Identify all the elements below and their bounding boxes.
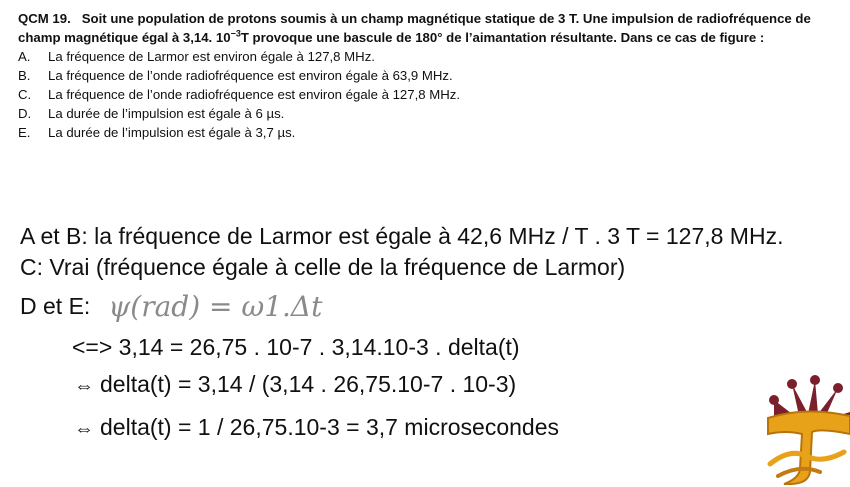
question-stem-part2: T provoque une bascule de 180° de l’aimantation résultante. Dans ce cas de figure : — [240, 30, 765, 45]
question-title: QCM 19. — [18, 11, 71, 26]
answer-line-c: C: Vrai (fréquence égale à celle de la fréquence de Larmor) — [20, 254, 626, 280]
answer-line-ab: A et B: la fréquence de Larmor est égale à 42,6 MHz / T . 3 T = 127,8 MHz. — [20, 223, 784, 249]
answer-step-3 — [20, 412, 830, 445]
option-a — [18, 47, 833, 66]
option-letter: B. — [18, 68, 31, 83]
question-block — [18, 9, 833, 142]
option-letter: E. — [18, 125, 31, 140]
option-e — [18, 123, 833, 142]
question-stem-part1: Soit une population de protons soumis à un champ magnétique statique de 3 T. Une impulsion de radiofréquence de champ magnétique égal à 3,14. 10 — [18, 11, 811, 45]
option-c — [18, 85, 833, 104]
option-text: La fréquence de l’onde radiofréquence est environ égale à 63,9 MHz. — [48, 68, 453, 83]
option-b — [18, 66, 833, 85]
question-stem-exponent: −3 — [230, 28, 241, 39]
option-text: La durée de l’impulsion est égale à 6 µs. — [48, 106, 285, 121]
formula: ψ(rad) = ω1.Δt — [108, 289, 323, 323]
tutorat-logo-icon — [760, 372, 850, 487]
option-letter: D. — [18, 106, 32, 121]
answer-step-1: <=> 3,14 = 26,75 . 10-7 . 3,14.10-3 . delta(t) — [72, 334, 520, 360]
option-letter: C. — [18, 87, 32, 102]
equivalence-arrow-icon: ⇔ — [74, 418, 94, 440]
equivalence-arrow-icon: ⇔ — [74, 375, 94, 397]
option-text: La durée de l’impulsion est égale à 3,7 µs. — [48, 125, 296, 140]
question-stem — [18, 9, 833, 47]
answer-line-de — [20, 283, 830, 329]
option-list — [18, 47, 833, 142]
answer-step-2-text: delta(t) = 3,14 / (3,14 . 26,75.10-7 . 10-3) — [100, 371, 517, 397]
answer-block — [20, 221, 830, 445]
answer-step-3-text: delta(t) = 1 / 26,75.10-3 = 3,7 microsecondes — [100, 414, 559, 440]
option-text: La fréquence de Larmor est environ égale à 127,8 MHz. — [48, 49, 375, 64]
answer-step-2 — [20, 369, 830, 402]
option-text: La fréquence de l’onde radiofréquence est environ égale à 127,8 MHz. — [48, 87, 461, 102]
answer-de-prefix: D et E: — [20, 292, 91, 319]
option-d — [18, 104, 833, 123]
option-letter: A. — [18, 49, 31, 64]
